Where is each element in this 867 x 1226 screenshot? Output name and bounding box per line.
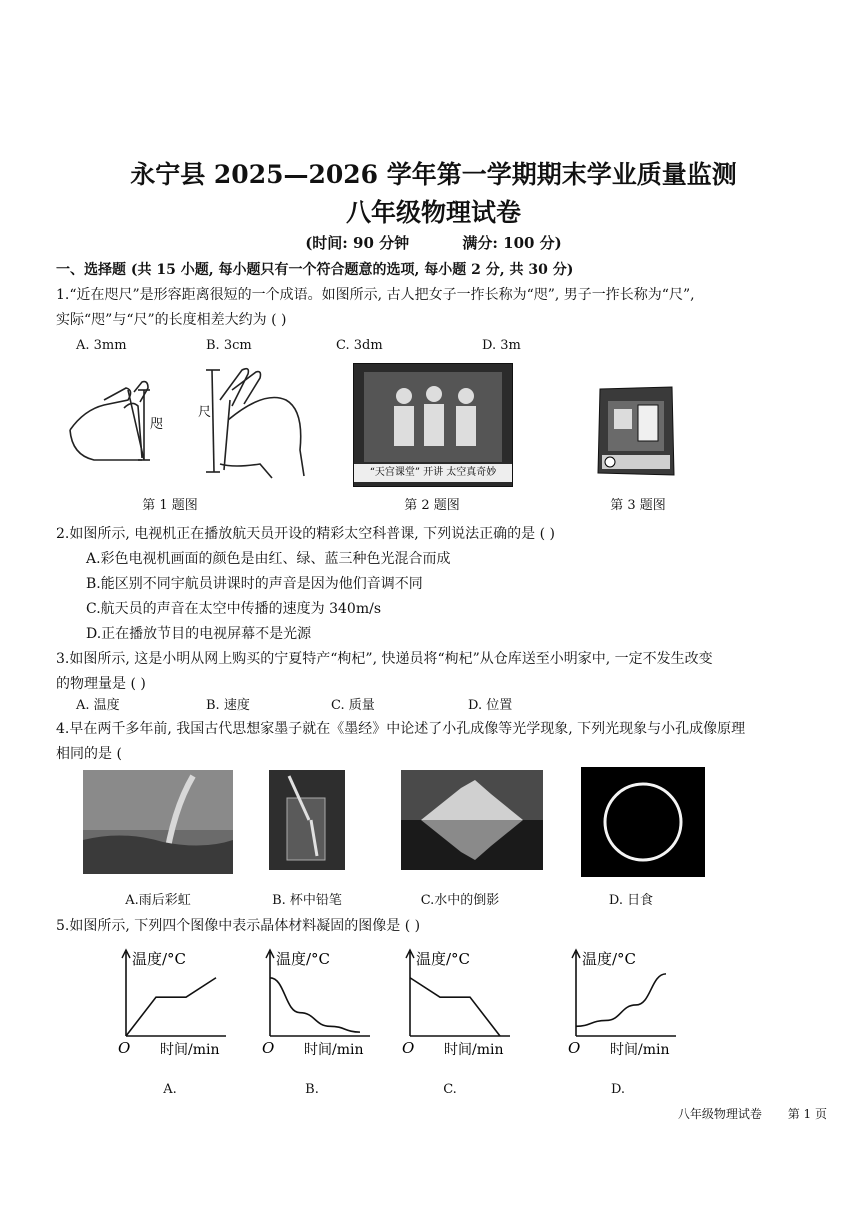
q1-option-d: D. 3m [482, 338, 521, 353]
q1-option-c: C. 3dm [336, 338, 383, 353]
exam-title: 永宁县 2025—2026 学年第一学期期末学业质量监测 [130, 160, 737, 189]
q3-option-d: D. 位置 [468, 698, 513, 713]
q1-option-a: A. 3mm [76, 338, 127, 353]
q4-caption-b: B. 杯中铅笔 [272, 893, 342, 908]
temperature-curve [270, 978, 360, 1032]
q5-option-a: A. [163, 1082, 177, 1097]
q5-option-c: C. [443, 1082, 457, 1097]
q4-stem-line1: 4.早在两千多年前, 我国古代思想家墨子就在《墨经》中论述了小孔成像等光学现象, 下列光现象与小孔成像原理 [56, 721, 746, 737]
origin-label: O [262, 1039, 275, 1057]
temperature-curve [126, 978, 216, 1036]
q3-stem-line2: 的物理量是 ( ) [56, 676, 146, 692]
q4-photo-water-reflection [401, 770, 543, 870]
q2-option-c: C.航天员的声音在太空中传播的速度为 340m/s [86, 601, 382, 617]
q1-options [56, 335, 826, 357]
q5-graph-c [402, 944, 532, 1064]
origin-label: O [402, 1039, 415, 1057]
exam-time: (时间: 90 分钟 [305, 234, 410, 252]
figure-3-goji-package [594, 383, 678, 479]
footer-page: 第 1 页 [787, 1107, 827, 1121]
y-axis-label: 温度/°C [276, 950, 331, 968]
x-axis-label: 时间/min [444, 1042, 504, 1058]
q4-caption-c: C.水中的倒影 [420, 893, 500, 908]
q4-photo-rainbow [83, 770, 233, 874]
figure-2-banner: “天宫课堂” 开讲 太空真奇妙 [354, 464, 512, 482]
exam-score: 满分: 100 分) [462, 234, 562, 252]
q1-stem-line2: 实际“咫”与“尺”的长度相差大约为 ( ) [56, 312, 287, 328]
temperature-curve [576, 974, 666, 1026]
q5-option-b: B. [305, 1082, 319, 1097]
q3-option-c: C. 质量 [331, 698, 375, 713]
fig1-label-zhi: 咫 [150, 417, 164, 432]
x-axis-label: 时间/min [304, 1042, 364, 1058]
q5-graph-b [262, 944, 392, 1064]
q4-photo-solar-eclipse [581, 767, 705, 877]
q4-photo-pencil-in-cup [269, 770, 345, 870]
figure-1-caption: 第 1 题图 [142, 498, 198, 513]
q2-stem: 2.如图所示, 电视机正在播放航天员开设的精彩太空科普课, 下列说法正确的是 ( ) [56, 526, 555, 542]
q4-caption-d: D. 日食 [608, 893, 654, 908]
fig1-label-chi: 尺 [198, 405, 212, 420]
origin-label: O [118, 1039, 131, 1057]
section-title: 一、选择题 (共 15 小题, 每小题只有一个符合题意的选项, 每小题 2 分, 共 30 分) [56, 262, 574, 278]
q1-option-b: B. 3cm [206, 338, 252, 353]
q3-option-b: B. 速度 [206, 698, 250, 713]
page-footer [678, 1105, 827, 1122]
q4-caption-a: A.雨后彩虹 [125, 893, 191, 908]
y-axis-label: 温度/°C [582, 950, 637, 968]
x-axis-label: 时间/min [610, 1042, 670, 1058]
q5-graph-d [568, 944, 698, 1064]
exam-subject: 八年级物理试卷 [345, 198, 521, 227]
figure-2-caption: 第 2 题图 [404, 498, 460, 513]
q1-stem-line1: 1.“近在咫尺”是形容距离很短的一个成语。如图所示, 古人把女子一拃长称为“咫”, 男子一拃长称为“尺”, [56, 287, 695, 303]
q5-stem: 5.如图所示, 下列四个图像中表示晶体材料凝固的图像是 ( ) [56, 918, 421, 934]
q2-option-b: B.能区别不同宇航员讲课时的声音是因为他们音调不同 [86, 576, 423, 592]
q5-graph-a [118, 944, 248, 1064]
q5-option-d: D. [610, 1082, 626, 1097]
footer-subject: 八年级物理试卷 [677, 1107, 762, 1121]
figure-1-hand-span [64, 360, 320, 480]
temperature-curve [410, 978, 500, 1036]
q3-option-a: A. 温度 [76, 698, 120, 713]
q3-options [56, 695, 826, 717]
exam-meta [0, 232, 867, 253]
y-axis-label: 温度/°C [416, 950, 471, 968]
origin-label: O [568, 1039, 581, 1057]
q2-option-d: D.正在播放节目的电视屏幕不是光源 [86, 626, 312, 642]
figure-3-caption: 第 3 题图 [610, 498, 666, 513]
y-axis-label: 温度/°C [132, 950, 187, 968]
x-axis-label: 时间/min [160, 1042, 220, 1058]
q3-stem-line1: 3.如图所示, 这是小明从网上购买的宁夏特产“枸杞”, 快递员将“枸杞”从仓库送至小明家中, 一定不发生改变 [56, 651, 713, 667]
q4-stem-line2: 相同的是 ( [56, 746, 122, 762]
figure-2-tv-image [353, 363, 513, 487]
q2-option-a: A.彩色电视机画面的颜色是由红、绿、蓝三种色光混合而成 [86, 551, 451, 567]
